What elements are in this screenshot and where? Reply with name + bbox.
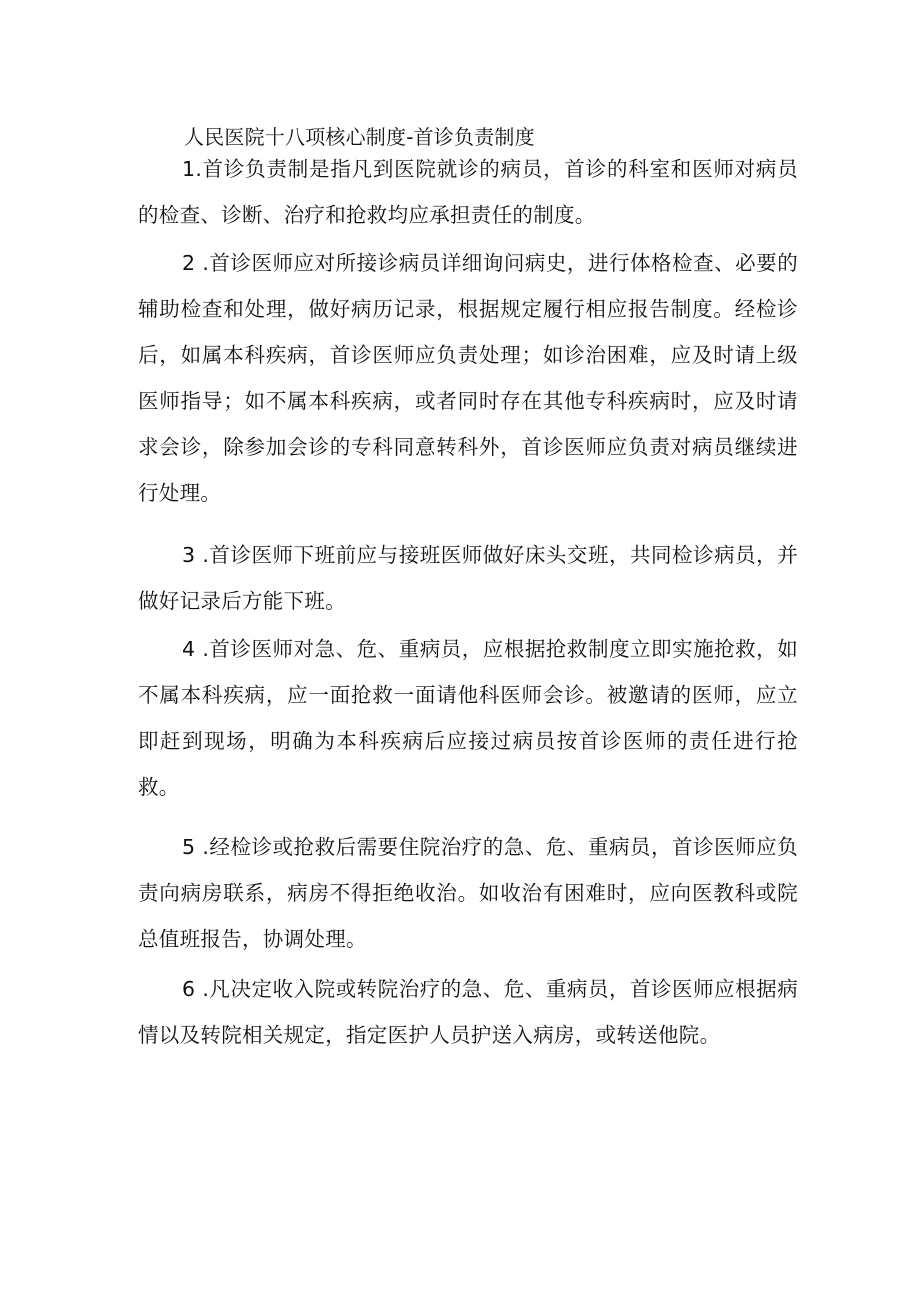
document-title: 人民医院十八项核心制度-首诊负责制度 [184,125,535,149]
paragraph-3: 3 .首诊医师下班前应与接班医师做好床头交班，共同检诊病员，并做好记录后方能下班。 [138,543,798,613]
paragraph-4: 4 .首诊医师对急、危、重病员，应根据抢救制度立即实施抢救，如不属本科疾病，应一面抢救一面请他科医师会诊。被邀请的医师，应立即赶到现场，明确为本科疾病后应接过病员按首诊医师的责任进行抢救。 [138,637,798,799]
paragraph-2: 2 .首诊医师应对所接诊病员详细询问病史，进行体格检查、必要的辅助检查和处理，做好病历记录，根据规定履行相应报告制度。经检诊后，如属本科疾病，首诊医师应负责处理；如诊治困难，应及时请上级医师指导；如不属本科疾病，或者同时存在其他专科疾病时，应及时请求会诊，除参加会诊的专科同意转科外，首诊医师应负责对病员继续进行处理。 [138,251,798,505]
paragraph-1: 1.首诊负责制是指凡到医院就诊的病员，首诊的科室和医师对病员的检查、诊断、治疗和抢救均应承担责任的制度。 [138,157,798,227]
paragraph-6: 6 .凡决定收入院或转院治疗的急、危、重病员，首诊医师应根据病情以及转院相关规定，指定医护人员护送入病房，或转送他院。 [138,977,798,1047]
paragraph-5: 5 .经检诊或抢救后需要住院治疗的急、危、重病员，首诊医师应负责向病房联系，病房不得拒绝收治。如收治有困难时，应向医教科或院总值班报告，协调处理。 [138,835,798,951]
